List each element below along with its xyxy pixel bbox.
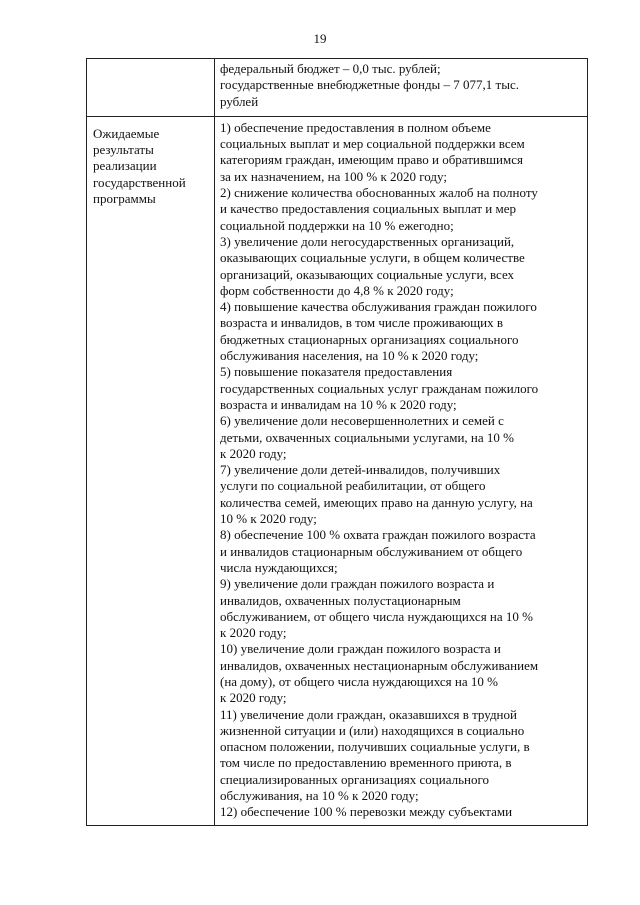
text-line: том числе по предоставлению временного приюта, в: [220, 755, 512, 771]
text-line: инвалидов, охваченных нестационарным обслуживанием: [220, 657, 539, 673]
text-line: возраста и инвалидов, в том числе проживающих в: [220, 315, 504, 331]
text-line: обслуживания населения, на 10 % к 2020 году;: [220, 348, 479, 364]
page-number: 19: [313, 31, 327, 46]
text-line: 3) увеличение доли негосударственных организаций,: [220, 233, 515, 249]
left-cell-label: [87, 116, 215, 825]
text-line: и инвалидов стационарным обслуживанием от общего: [220, 543, 523, 559]
text-line: возраста и инвалидам на 10 % к 2020 году;: [220, 396, 457, 412]
text-line: 7) увеличение доли детей-инвалидов, получивших: [220, 462, 501, 478]
text-line: за их назначением, на 100 % к 2020 году;: [220, 168, 447, 184]
text-line: форм собственности до 4,8 % к 2020 году;: [220, 282, 454, 298]
text-line: числа нуждающихся;: [220, 559, 338, 575]
text-line: 5) повышение показателя предоставления: [220, 364, 453, 380]
text-line: рублей: [220, 93, 259, 109]
text-line: бюджетных стационарных организациях социального: [220, 331, 519, 347]
text-line: социальных выплат и мер социальной поддержки всем: [220, 136, 525, 152]
text-line: обслуживания, на 10 % к 2020 году;: [220, 788, 419, 804]
table-row: [87, 59, 588, 117]
text-line: 10) увеличение доли граждан пожилого возраста и: [220, 641, 501, 657]
text-line: услуги по социальной реабилитации, от общего: [220, 478, 486, 494]
program-table: [86, 58, 588, 826]
text-line: 11) увеличение доли граждан, оказавшихся в трудной: [220, 706, 517, 722]
text-line: организаций, оказывающих социальные услуги, всех: [220, 266, 515, 282]
expected-results-cell: [215, 116, 588, 825]
text-line: детьми, охваченных социальными услугами, на 10 %: [220, 429, 514, 445]
text-line: обслуживанием, от общего числа нуждающихся на 10 %: [220, 608, 533, 624]
text-line: жизненной ситуации и (или) находящихся в социально: [220, 722, 525, 738]
text-line: 9) увеличение доли граждан пожилого возраста и: [220, 576, 495, 592]
left-cell-empty: [87, 59, 215, 117]
text-line: государственных социальных услуг гражданам пожилого: [220, 380, 539, 396]
text-line: 12) обеспечение 100 % перевозки между субъектами: [220, 804, 513, 820]
funding-text: [215, 59, 587, 116]
text-line: опасном положении, получивших социальные услуги, в: [220, 739, 530, 755]
text-line: 4) повышение качества обслуживания граждан пожилого: [220, 299, 537, 315]
text-line: и качество предоставления социальных выплат и мер: [220, 201, 517, 217]
text-line: федеральный бюджет – 0,0 тыс. рублей;: [220, 61, 441, 76]
text-line: количества семей, имеющих право на данную услугу, на: [220, 494, 533, 510]
text-line: к 2020 году;: [220, 445, 287, 461]
row-label: [87, 59, 214, 68]
text-line: к 2020 году;: [220, 690, 287, 706]
text-line: социальной поддержки на 10 % ежегодно;: [220, 217, 454, 233]
text-line: оказывающих социальные услуги, в общем количестве: [220, 250, 525, 266]
text-line: к 2020 году;: [220, 625, 287, 641]
table-row: [87, 116, 588, 825]
row-label: Ожидаемые результаты реализации государственной программы: [93, 125, 186, 207]
text-line: 2) снижение количества обоснованных жалоб на полноту: [220, 185, 538, 201]
text-line: 6) увеличение доли несовершеннолетних и семей с: [220, 413, 504, 429]
text-line: специализированных организациях социального: [220, 771, 489, 787]
text-line: категориям граждан, имеющим право и обратившимся: [220, 152, 523, 168]
text-line: государственные внебюджетные фонды – 7 077,1 тыс.: [220, 77, 519, 93]
expected-results-text: [215, 117, 587, 825]
text-line: 8) обеспечение 100 % охвата граждан пожилого возраста: [220, 527, 536, 543]
text-line: 10 % к 2020 году;: [220, 511, 317, 527]
text-line: (на дому), от общего числа нуждающихся на 10 %: [220, 673, 498, 689]
funding-cell: [215, 59, 588, 117]
text-line: инвалидов, охваченных полустационарным: [220, 592, 461, 608]
text-line: 1) обеспечение предоставления в полном объеме: [220, 119, 491, 135]
